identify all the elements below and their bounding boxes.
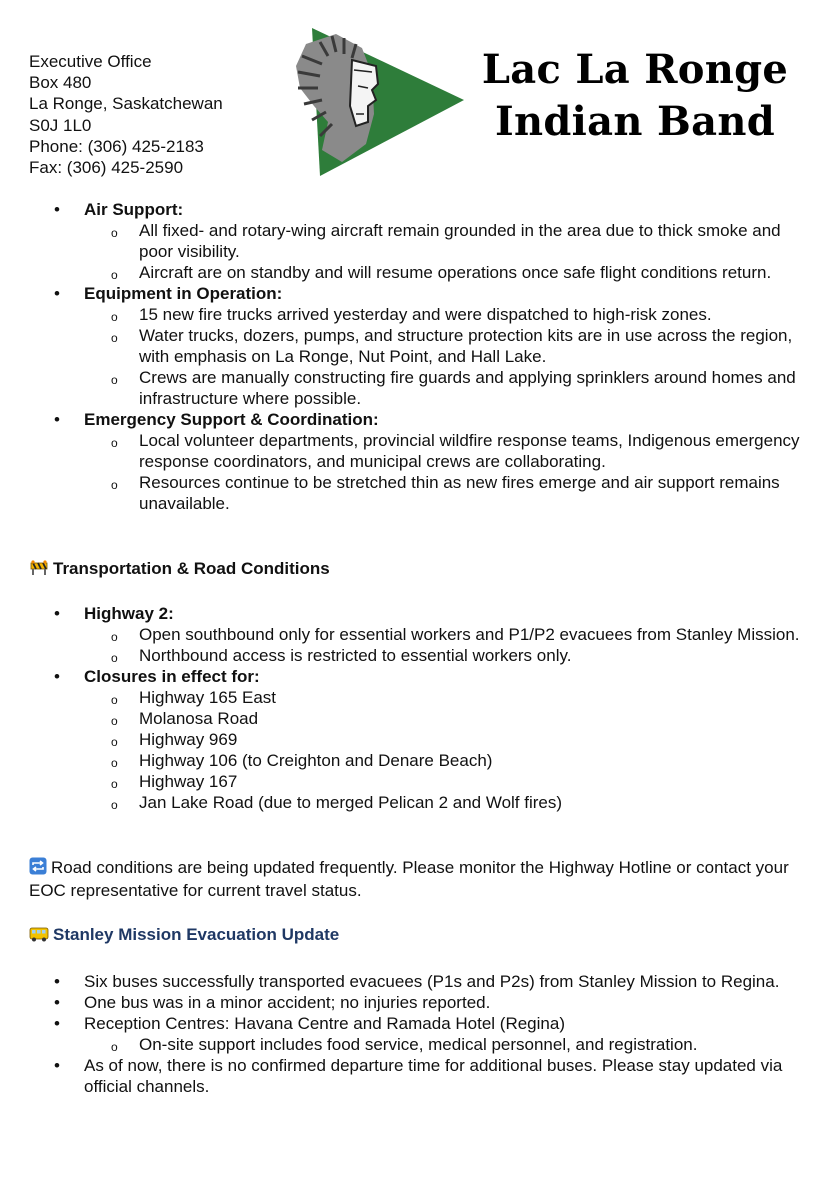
address-line: Executive Office	[29, 52, 152, 71]
list-item: • One bus was in a minor accident; no injuries reported.	[0, 992, 800, 1013]
band-logo-icon	[292, 26, 464, 178]
closure-item: o Highway 969	[139, 729, 800, 750]
list-item	[0, 199, 800, 283]
executive-office-address	[29, 51, 223, 178]
closure-item: o Jan Lake Road (due to merged Pelican 2 and Wolf fires)	[139, 792, 800, 813]
list-item	[0, 409, 800, 514]
address-line: La Ronge, Saskatchewan	[29, 94, 223, 114]
address-line: S0J 1L0	[29, 115, 92, 135]
evacuation-heading	[29, 924, 339, 945]
list-item: • As of now, there is no confirmed departure time for additional buses. Please stay updated via official channels.	[0, 1055, 800, 1097]
item-text: Reception Centres: Havana Centre and Ramada Hotel (Regina)	[84, 1014, 565, 1033]
sub-item: o Resources continue to be stretched thin as new fires emerge and air support remains unavailable.	[139, 472, 800, 514]
transportation-heading	[29, 558, 330, 579]
sub-item: o Northbound access is restricted to essential workers only.	[139, 645, 800, 666]
sub-item: o Open southbound only for essential workers and P1/P2 evacuees from Stanley Mission.	[139, 624, 800, 645]
item-title: Equipment in Operation:	[84, 284, 283, 303]
list-item	[0, 666, 800, 813]
fax-number: Fax: (306) 425-2590	[29, 158, 184, 178]
sub-item: o All fixed- and rotary-wing aircraft remain grounded in the area due to thick smoke and poor visibility.	[139, 220, 800, 262]
sub-item: o Water trucks, dozers, pumps, and structure protection kits are in use across the region, with emphasis on La Ronge, Nut Point, and Hall Lake.	[139, 325, 800, 367]
list-item	[0, 1013, 800, 1055]
item-title: Highway 2:	[84, 604, 174, 623]
closure-item: o Highway 167	[139, 771, 800, 792]
item-title: Closures in effect for:	[84, 667, 260, 686]
list-item	[0, 603, 800, 666]
address-line: Box 480	[29, 73, 92, 93]
construction-barrier-icon	[29, 560, 49, 576]
fire-operations-section	[0, 199, 800, 514]
sub-item: o 15 new fire trucks arrived yesterday and were dispatched to high-risk zones.	[139, 304, 800, 325]
road-conditions-note	[29, 856, 789, 902]
phone-number: Phone: (306) 425-2183	[29, 136, 204, 156]
item-title: Emergency Support & Coordination:	[84, 410, 379, 429]
list-item: • Six buses successfully transported evacuees (P1s and P2s) from Stanley Mission to Regina.	[0, 971, 800, 992]
evacuation-section	[0, 971, 800, 1097]
heading-text: Stanley Mission Evacuation Update	[53, 925, 340, 944]
sub-item: o On-site support includes food service, medical personnel, and registration.	[139, 1034, 800, 1055]
sub-item: o Aircraft are on standby and will resume operations once safe flight conditions return.	[139, 262, 800, 283]
closure-item: o Molanosa Road	[139, 708, 800, 729]
note-text: Road conditions are being updated frequently. Please monitor the Highway Hotline or contact your EOC representative for current travel status.	[29, 858, 789, 900]
sub-item: o Crews are manually constructing fire guards and applying sprinklers around homes and infrastructure where possible.	[139, 367, 800, 409]
repeat-arrows-icon	[29, 857, 47, 875]
sub-item: o Local volunteer departments, provincial wildfire response teams, Indigenous emergency response coordinators, and municipal crews are collaborating.	[139, 430, 800, 472]
item-title: Air Support:	[84, 200, 184, 219]
closure-item: o Highway 106 (to Creighton and Denare Beach)	[139, 750, 800, 771]
bus-icon	[29, 926, 49, 942]
band-name-line: Indian Band	[495, 98, 775, 145]
heading-text: Transportation & Road Conditions	[53, 559, 330, 578]
transportation-section	[0, 603, 800, 813]
band-name-line: Lac La Ronge	[481, 46, 789, 93]
list-item	[0, 283, 800, 409]
band-name-title	[450, 44, 820, 148]
closure-item: o Highway 165 East	[139, 687, 800, 708]
